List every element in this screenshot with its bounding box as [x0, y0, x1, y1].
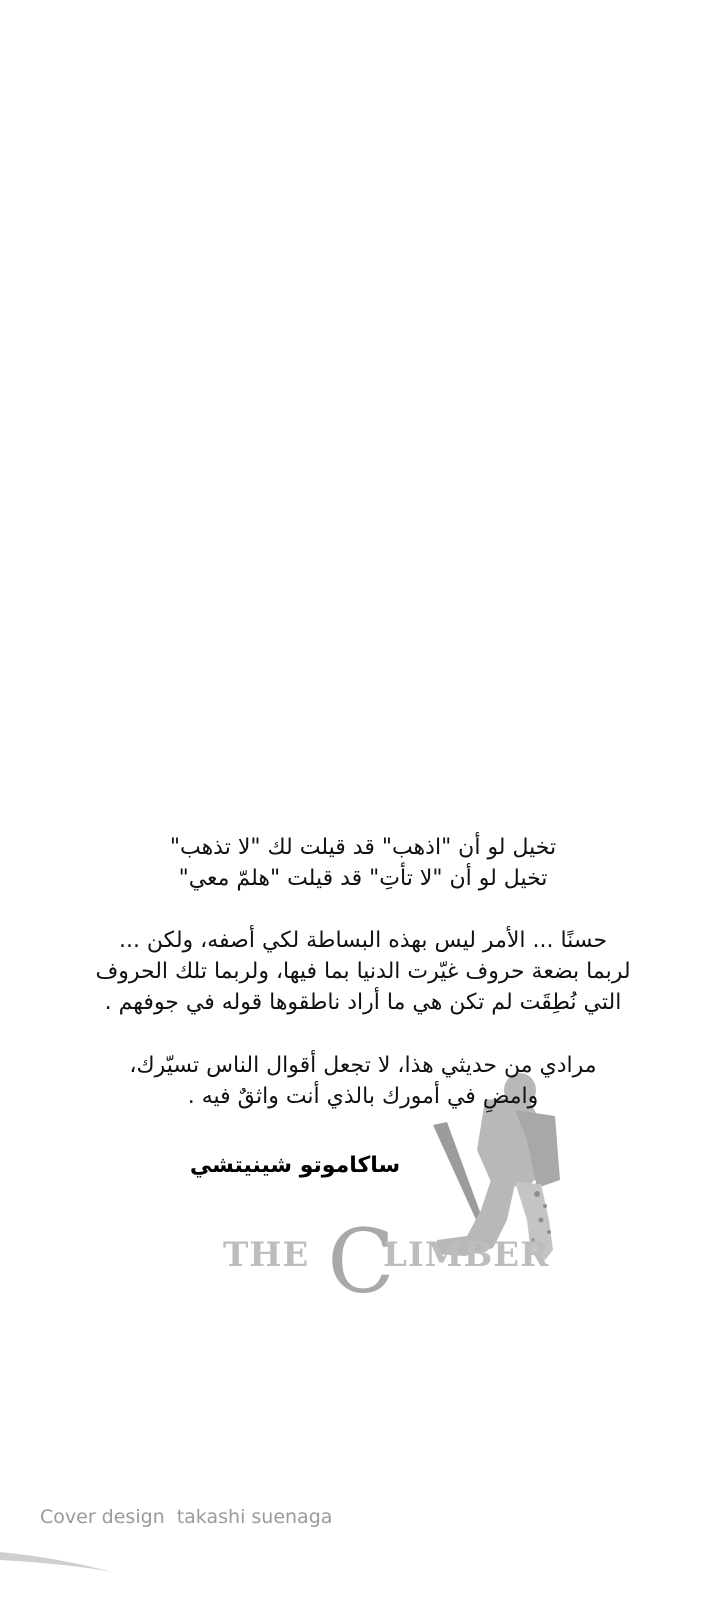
- author-name: ساكاموتو شينيتشي: [189, 1153, 401, 1178]
- poem-line: تخيل لو أن "اذهب" قد قيلت لك "لا تذهب": [169, 835, 557, 860]
- corner-swoosh: [0, 1538, 140, 1599]
- logo-initial: C: [327, 1210, 395, 1310]
- poem-stanza-3: [60, 1050, 666, 1112]
- poem-line: التي نُطِقَت لم تكن هي ما أراد ناطقوها قوله في جوفهم .: [104, 990, 622, 1015]
- poem-line: وامضِ في أمورك بالذي أنت واثقٌ فيه .: [187, 1084, 539, 1109]
- poem-stanza-1: [60, 832, 666, 894]
- poem-line: مرادي من حديثي هذا، لا تجعل أقوال الناس تسيّرك،: [129, 1053, 597, 1078]
- credit-name: takashi suenaga: [176, 1506, 333, 1528]
- logo-word-limber: LIMBER: [383, 1235, 550, 1275]
- poem-line: تخيل لو أن "لا تأتِ" قد قيلت "هلمّ معي": [178, 866, 548, 891]
- poem-line: لربما بضعة حروف غيّرت الدنيا بما فيها، ولربما تلك الحروف: [95, 959, 631, 984]
- poem-line: حسنًا ... الأمر ليس بهذه البساطة لكي أصفه، ولكن ...: [118, 928, 608, 953]
- credit-label: Cover design: [40, 1506, 165, 1528]
- logo-word-the: THE: [223, 1235, 310, 1275]
- cover-credit: [40, 1506, 332, 1528]
- poem-stanza-2: [60, 925, 666, 1018]
